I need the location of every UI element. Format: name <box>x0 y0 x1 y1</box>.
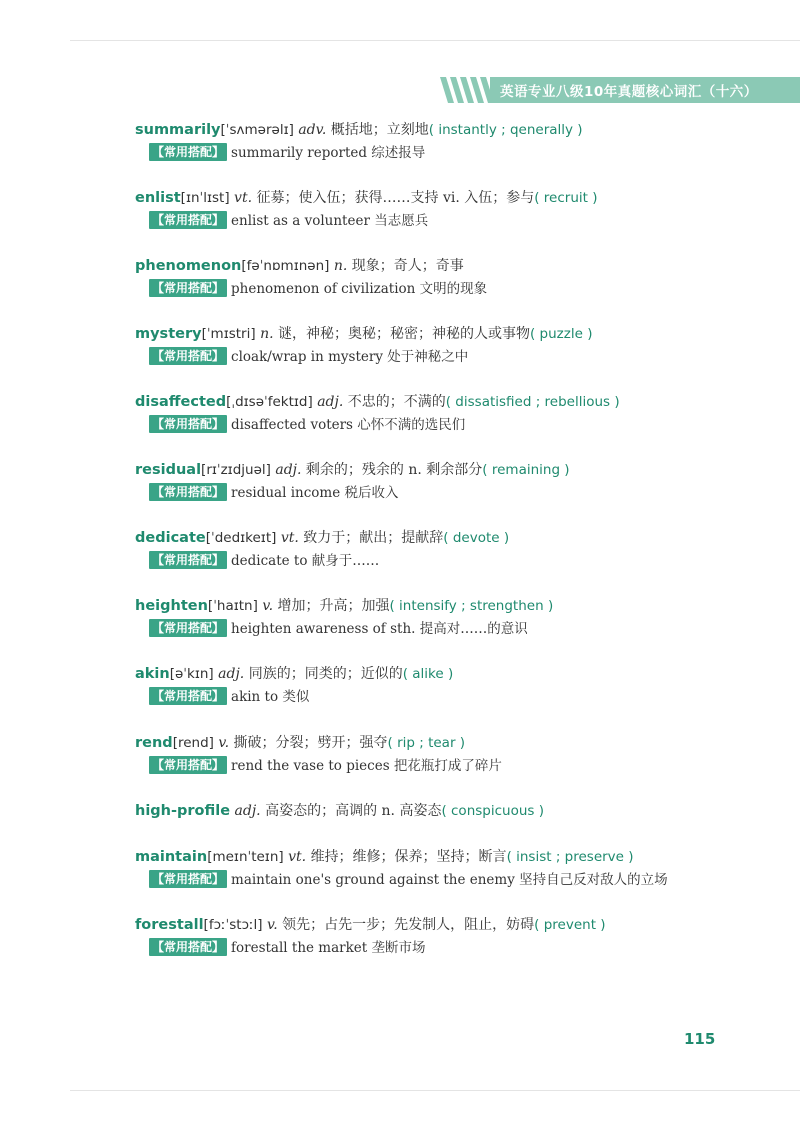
definition: 剩余的；残余的 n. 剩余部分 <box>305 462 483 478</box>
collocation-tag: 【常用搭配】 <box>149 347 227 365</box>
collocation-line <box>149 279 775 299</box>
page-number: 115 <box>684 1030 716 1048</box>
vocab-entry <box>135 392 775 435</box>
part-of-speech: adv. <box>298 122 327 138</box>
definition: 维持；维修；保养；坚持；断言 <box>310 849 507 865</box>
entry-line <box>135 460 775 480</box>
phonetic: [meɪnˈteɪn] <box>207 849 284 865</box>
definition: 撕破；分裂；劈开；强夺 <box>233 735 388 751</box>
vocab-entry <box>135 324 775 367</box>
vocab-entry <box>135 256 775 299</box>
collocation: heighten awareness of sth. 提高对……的意识 <box>231 621 528 637</box>
entry-line <box>135 915 775 935</box>
synonyms: ( devote ) <box>443 530 510 546</box>
entry-line <box>135 733 775 753</box>
entry-line <box>135 188 775 208</box>
synonyms: ( alike ) <box>402 666 454 682</box>
collocation: phenomenon of civilization 文明的现象 <box>231 281 488 297</box>
collocation-line <box>149 415 775 435</box>
definition: 概括地；立刻地 <box>330 122 429 138</box>
definition: 现象；奇人；奇事 <box>351 258 464 274</box>
synonyms: ( recruit ) <box>534 190 598 206</box>
headword: maintain <box>135 849 208 865</box>
headword: summarily <box>135 122 221 138</box>
synonyms: ( instantly ; qenerally ) <box>428 122 583 138</box>
entry-line <box>135 664 775 684</box>
collocation-line <box>149 619 775 639</box>
collocation-tag: 【常用搭配】 <box>149 551 227 569</box>
collocation: akin to 类似 <box>231 689 310 705</box>
collocation: maintain one's ground against the enemy 坚持自己反对敌人的立场 <box>231 872 668 888</box>
collocation-line <box>149 483 775 503</box>
collocation: summarily reported 综述报导 <box>231 145 426 161</box>
phonetic: [ˈhaɪtn] <box>207 598 258 614</box>
collocation-line <box>149 687 775 707</box>
vocab-entry <box>135 664 775 707</box>
collocation-tag: 【常用搭配】 <box>149 415 227 433</box>
vocab-entry <box>135 915 775 958</box>
part-of-speech: n. <box>333 258 348 274</box>
part-of-speech: v. <box>267 917 278 933</box>
part-of-speech: v. <box>218 735 230 751</box>
collocation-tag: 【常用搭配】 <box>149 211 227 229</box>
entry-line <box>135 847 775 867</box>
collocation-tag: 【常用搭配】 <box>149 870 227 888</box>
entry-line <box>135 256 775 276</box>
entry-line <box>135 596 775 616</box>
collocation-tag: 【常用搭配】 <box>149 279 227 297</box>
part-of-speech: adj. <box>317 394 344 410</box>
headword: dedicate <box>135 530 206 546</box>
synonyms: ( dissatisfied ; rebellious ) <box>445 394 620 410</box>
section-banner <box>440 77 800 103</box>
synonyms: ( prevent ) <box>534 917 606 933</box>
entry-line <box>135 324 775 344</box>
collocation-line <box>149 870 775 890</box>
synonyms: ( rip ; tear ) <box>387 735 466 751</box>
collocation: dedicate to 献身于…… <box>231 553 380 569</box>
vocab-entry <box>135 188 775 231</box>
collocation: rend the vase to pieces 把花瓶打成了碎片 <box>231 758 502 774</box>
headword: forestall <box>135 917 204 933</box>
phonetic: [rɪˈzɪdjuəl] <box>201 462 271 478</box>
synonyms: ( conspicuous ) <box>441 803 544 819</box>
definition: 同族的；同类的；近似的 <box>248 666 403 682</box>
definition: 致力于；献出；提献辞 <box>303 530 444 546</box>
phonetic: [fɔːˈstɔːl] <box>203 917 263 933</box>
definition: 征募；使入伍；获得……支持 vi. 入伍；参与 <box>256 190 535 206</box>
collocation-tag: 【常用搭配】 <box>149 756 227 774</box>
part-of-speech: n. <box>260 326 274 342</box>
bottom-rule <box>70 1090 800 1091</box>
phonetic: [ˈdedɪkeɪt] <box>205 530 277 546</box>
synonyms: ( insist ; preserve ) <box>506 849 634 865</box>
phonetic: [ˈsʌmərəlɪ] <box>220 122 294 138</box>
collocation-tag: 【常用搭配】 <box>149 483 227 501</box>
collocation-line <box>149 551 775 571</box>
part-of-speech: adj. <box>234 803 261 819</box>
collocation: residual income 税后收入 <box>231 485 399 501</box>
vocab-entry <box>135 596 775 639</box>
definition: 不忠的；不满的 <box>347 394 446 410</box>
collocation-tag: 【常用搭配】 <box>149 619 227 637</box>
headword: rend <box>135 735 173 751</box>
synonyms: ( remaining ) <box>482 462 570 478</box>
phonetic: [əˈkɪn] <box>169 666 214 682</box>
phonetic: [fəˈnɒmɪnən] <box>241 258 330 274</box>
entry-line <box>135 528 775 548</box>
top-rule <box>70 40 800 41</box>
collocation-line <box>149 211 775 231</box>
part-of-speech: vt. <box>280 530 299 546</box>
collocation-line <box>149 938 775 958</box>
definition: 谜，神秘；奥秘；秘密；神秘的人或事物 <box>277 326 530 342</box>
part-of-speech: vt. <box>234 190 253 206</box>
vocab-entry <box>135 460 775 503</box>
phonetic: [ɪnˈlɪst] <box>180 190 230 206</box>
entry-line <box>135 392 775 412</box>
definition: 高姿态的；高调的 n. 高姿态 <box>265 803 442 819</box>
part-of-speech: adj. <box>275 462 302 478</box>
vocab-entry <box>135 733 775 776</box>
vocab-entry <box>135 801 775 821</box>
collocation-tag: 【常用搭配】 <box>149 143 227 161</box>
headword: disaffected <box>135 394 227 410</box>
headword: heighten <box>135 598 208 614</box>
headword: akin <box>135 666 170 682</box>
part-of-speech: adj. <box>218 666 245 682</box>
definition: 领先；占先一步；先发制人，阻止，妨碍 <box>282 917 535 933</box>
headword: residual <box>135 462 202 478</box>
part-of-speech: v. <box>262 598 274 614</box>
collocation-line <box>149 756 775 776</box>
phonetic: [ˈmɪstri] <box>201 326 256 342</box>
collocation-line <box>149 143 775 163</box>
collocation: disaffected voters 心怀不满的选民们 <box>231 417 466 433</box>
entry-line <box>135 801 775 821</box>
vocab-entry <box>135 120 775 163</box>
collocation: enlist as a volunteer 当志愿兵 <box>231 213 429 229</box>
headword: phenomenon <box>135 258 242 274</box>
entry-line <box>135 120 775 140</box>
synonyms: ( intensify ; strengthen ) <box>389 598 554 614</box>
vocab-entry <box>135 847 775 890</box>
headword: enlist <box>135 190 181 206</box>
phonetic: [ˌdɪsəˈfektɪd] <box>226 394 313 410</box>
collocation-tag: 【常用搭配】 <box>149 938 227 956</box>
headword: high-profile <box>135 803 231 819</box>
part-of-speech: vt. <box>288 849 307 865</box>
collocation: cloak/wrap in mystery 处于神秘之中 <box>231 349 469 365</box>
headword: mystery <box>135 326 202 342</box>
collocation-tag: 【常用搭配】 <box>149 687 227 705</box>
banner-title: 英语专业八级10年真题核心词汇（十六） <box>500 84 758 100</box>
collocation-line <box>149 347 775 367</box>
synonyms: ( puzzle ) <box>529 326 593 342</box>
phonetic: [rend] <box>172 735 214 751</box>
collocation: forestall the market 垄断市场 <box>231 940 426 956</box>
definition: 增加；升高；加强 <box>277 598 390 614</box>
vocab-entry <box>135 528 775 571</box>
